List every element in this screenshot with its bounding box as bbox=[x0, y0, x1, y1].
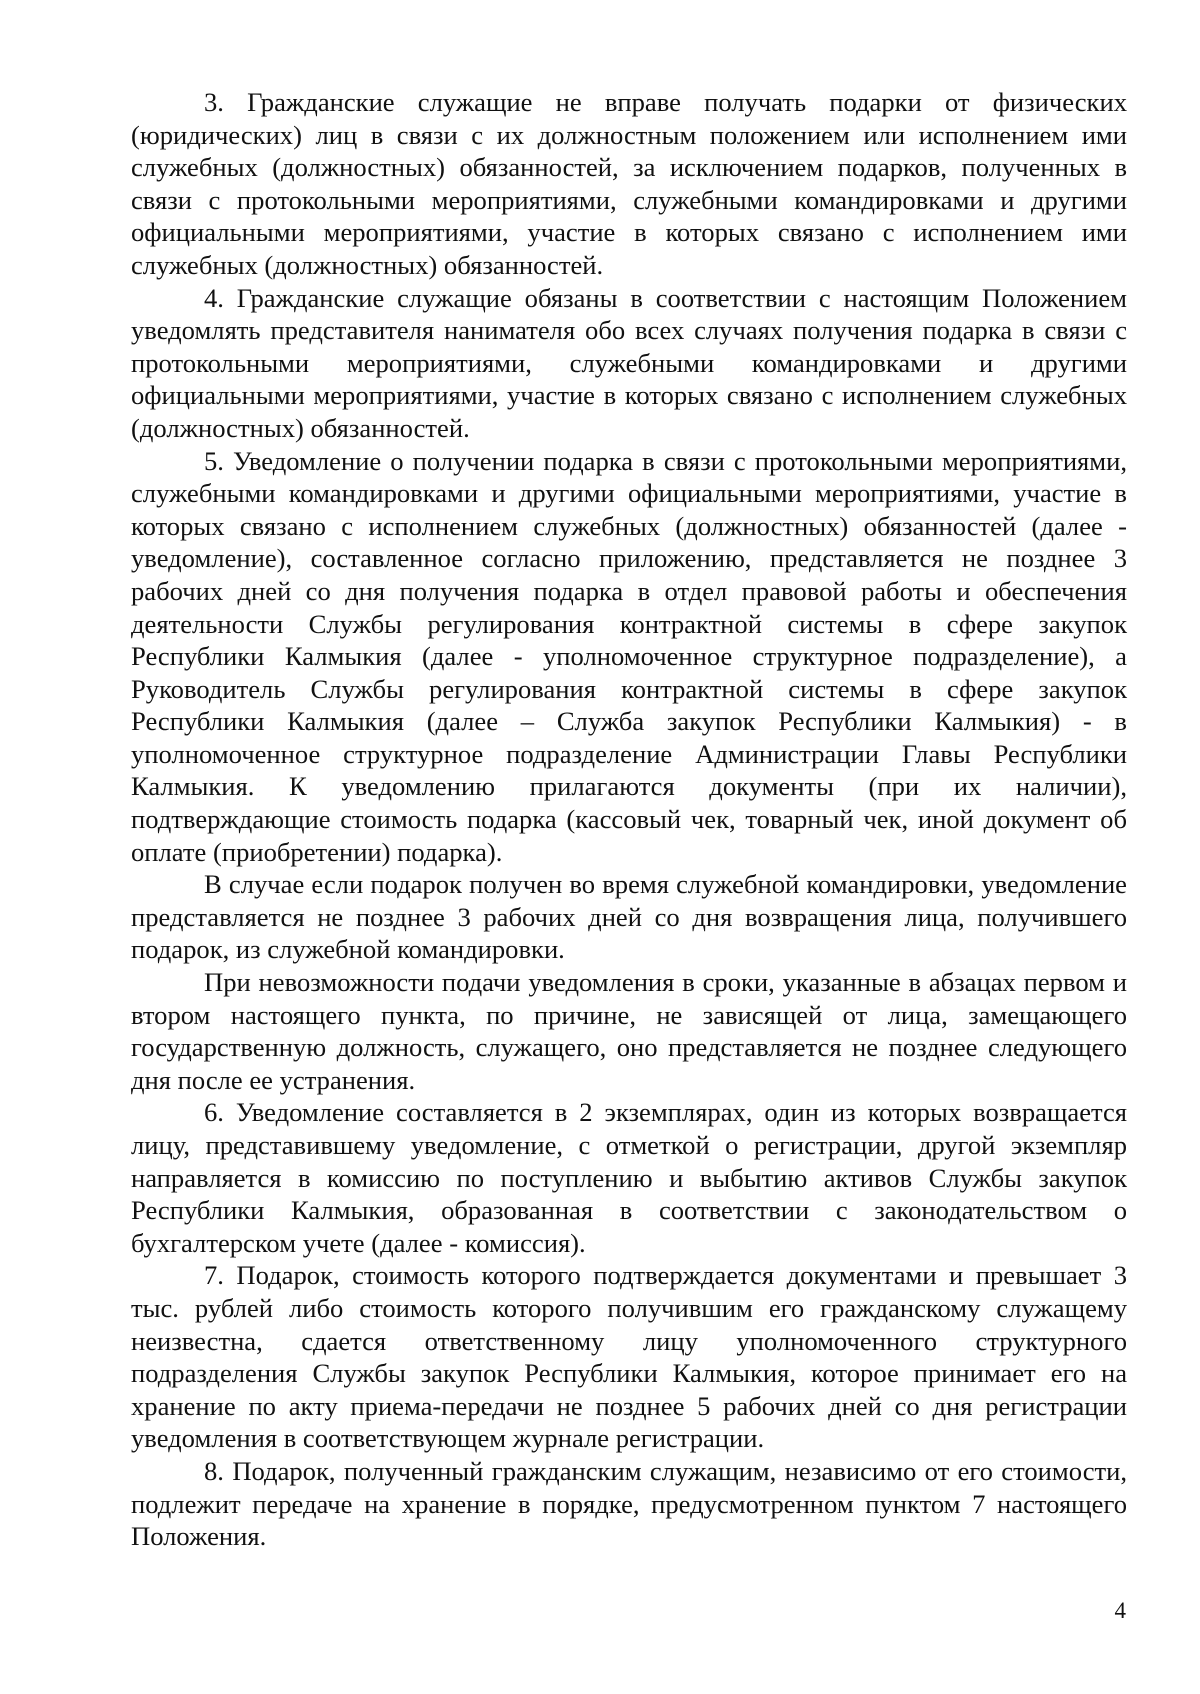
paragraph-business-trip: В случае если подарок получен во время служебной командировки, уведомление представляется не позднее 3 рабочих дней со дня возвращения лица, получившего подарок, из служебной командировки. bbox=[131, 869, 1127, 965]
paragraph-item-8: 8. Подарок, полученный гражданским служащим, независимо от его стоимости, подлежит передаче на хранение в порядке, предусмотренном пунктом 7 настоящего Положения. bbox=[131, 1455, 1127, 1552]
paragraph-item-4: 4. Гражданские служащие обязаны в соответствии с настоящим Положением уведомлять представителя нанимателя обо всех случаях получения подарка в связи с протокольными мероприятиями, служебными командировками и другими официальными мероприятиями, участие в которых связано с исполнением служебных (должностных) обязанностей. bbox=[131, 282, 1127, 443]
paragraph-item-5: 5. Уведомление о получении подарка в связи с протокольными мероприятиями, служебными командировками и другими официальными мероприятиями, участие в которых связано с исполнением служебных (должностных) обязанностей (далее - уведомление), составленное согласно приложению, представляется не позднее 3 рабочих дней со дня получения подарка в отдел правовой работы и обеспечения деятельности Службы регулирования контрактной системы в сфере закупок Республики Калмыкия (далее - уполномоченное структурное подразделение), а Руководитель Службы регулирования контрактной системы в сфере закупок Республики Калмыкия (далее – Служба закупок Республики Калмыкия) - в уполномоченное структурное подразделение Администрации Главы Республики Калмыкия. К уведомлению прилагаются документы (при их наличии), подтверждающие стоимость подарка (кассовый чек, товарный чек, иной документ об оплате (приобретении) подарка). bbox=[131, 445, 1127, 867]
paragraph-impossibility: При невозможности подачи уведомления в сроки, указанные в абзацах первом и втором настоящего пункта, по причине, не зависящей от лица, замещающего государственную должность, служащего, оно представляется не позднее следующего дня после ее устранения. bbox=[131, 967, 1127, 1095]
paragraph-item-3: 3. Гражданские служащие не вправе получать подарки от физических (юридических) лиц в связи с их должностным положением или исполнением ими служебных (должностных) обязанностей, за исключением подарков, полученных в связи с протокольными мероприятиями, служебными командировками и другими официальными мероприятиями, участие в которых связано с исполнением ими служебных (должностных) обязанностей. bbox=[131, 87, 1127, 280]
document-body bbox=[131, 86, 1127, 1553]
page-number: 4 bbox=[1114, 1598, 1126, 1623]
paragraph-item-6: 6. Уведомление составляется в 2 экземплярах, один из которых возвращается лицу, представившему уведомление, с отметкой о регистрации, другой экземпляр направляется в комиссию по поступлению и выбытию активов Службы закупок Республики Калмыкия, образованная в соответствии с законодательством о бухгалтерском учете (далее - комиссия). bbox=[131, 1097, 1127, 1258]
paragraph-item-7: 7. Подарок, стоимость которого подтверждается документами и превышает 3 тыс. рублей либо стоимость которого получившим его гражданскому служащему неизвестна, сдается ответственному лицу уполномоченного структурного подразделения Службы закупок Республики Калмыкия, которое принимает его на хранение по акту приема-передачи не позднее 5 рабочих дней со дня регистрации уведомления в соответствующем журнале регистрации. bbox=[131, 1260, 1127, 1454]
